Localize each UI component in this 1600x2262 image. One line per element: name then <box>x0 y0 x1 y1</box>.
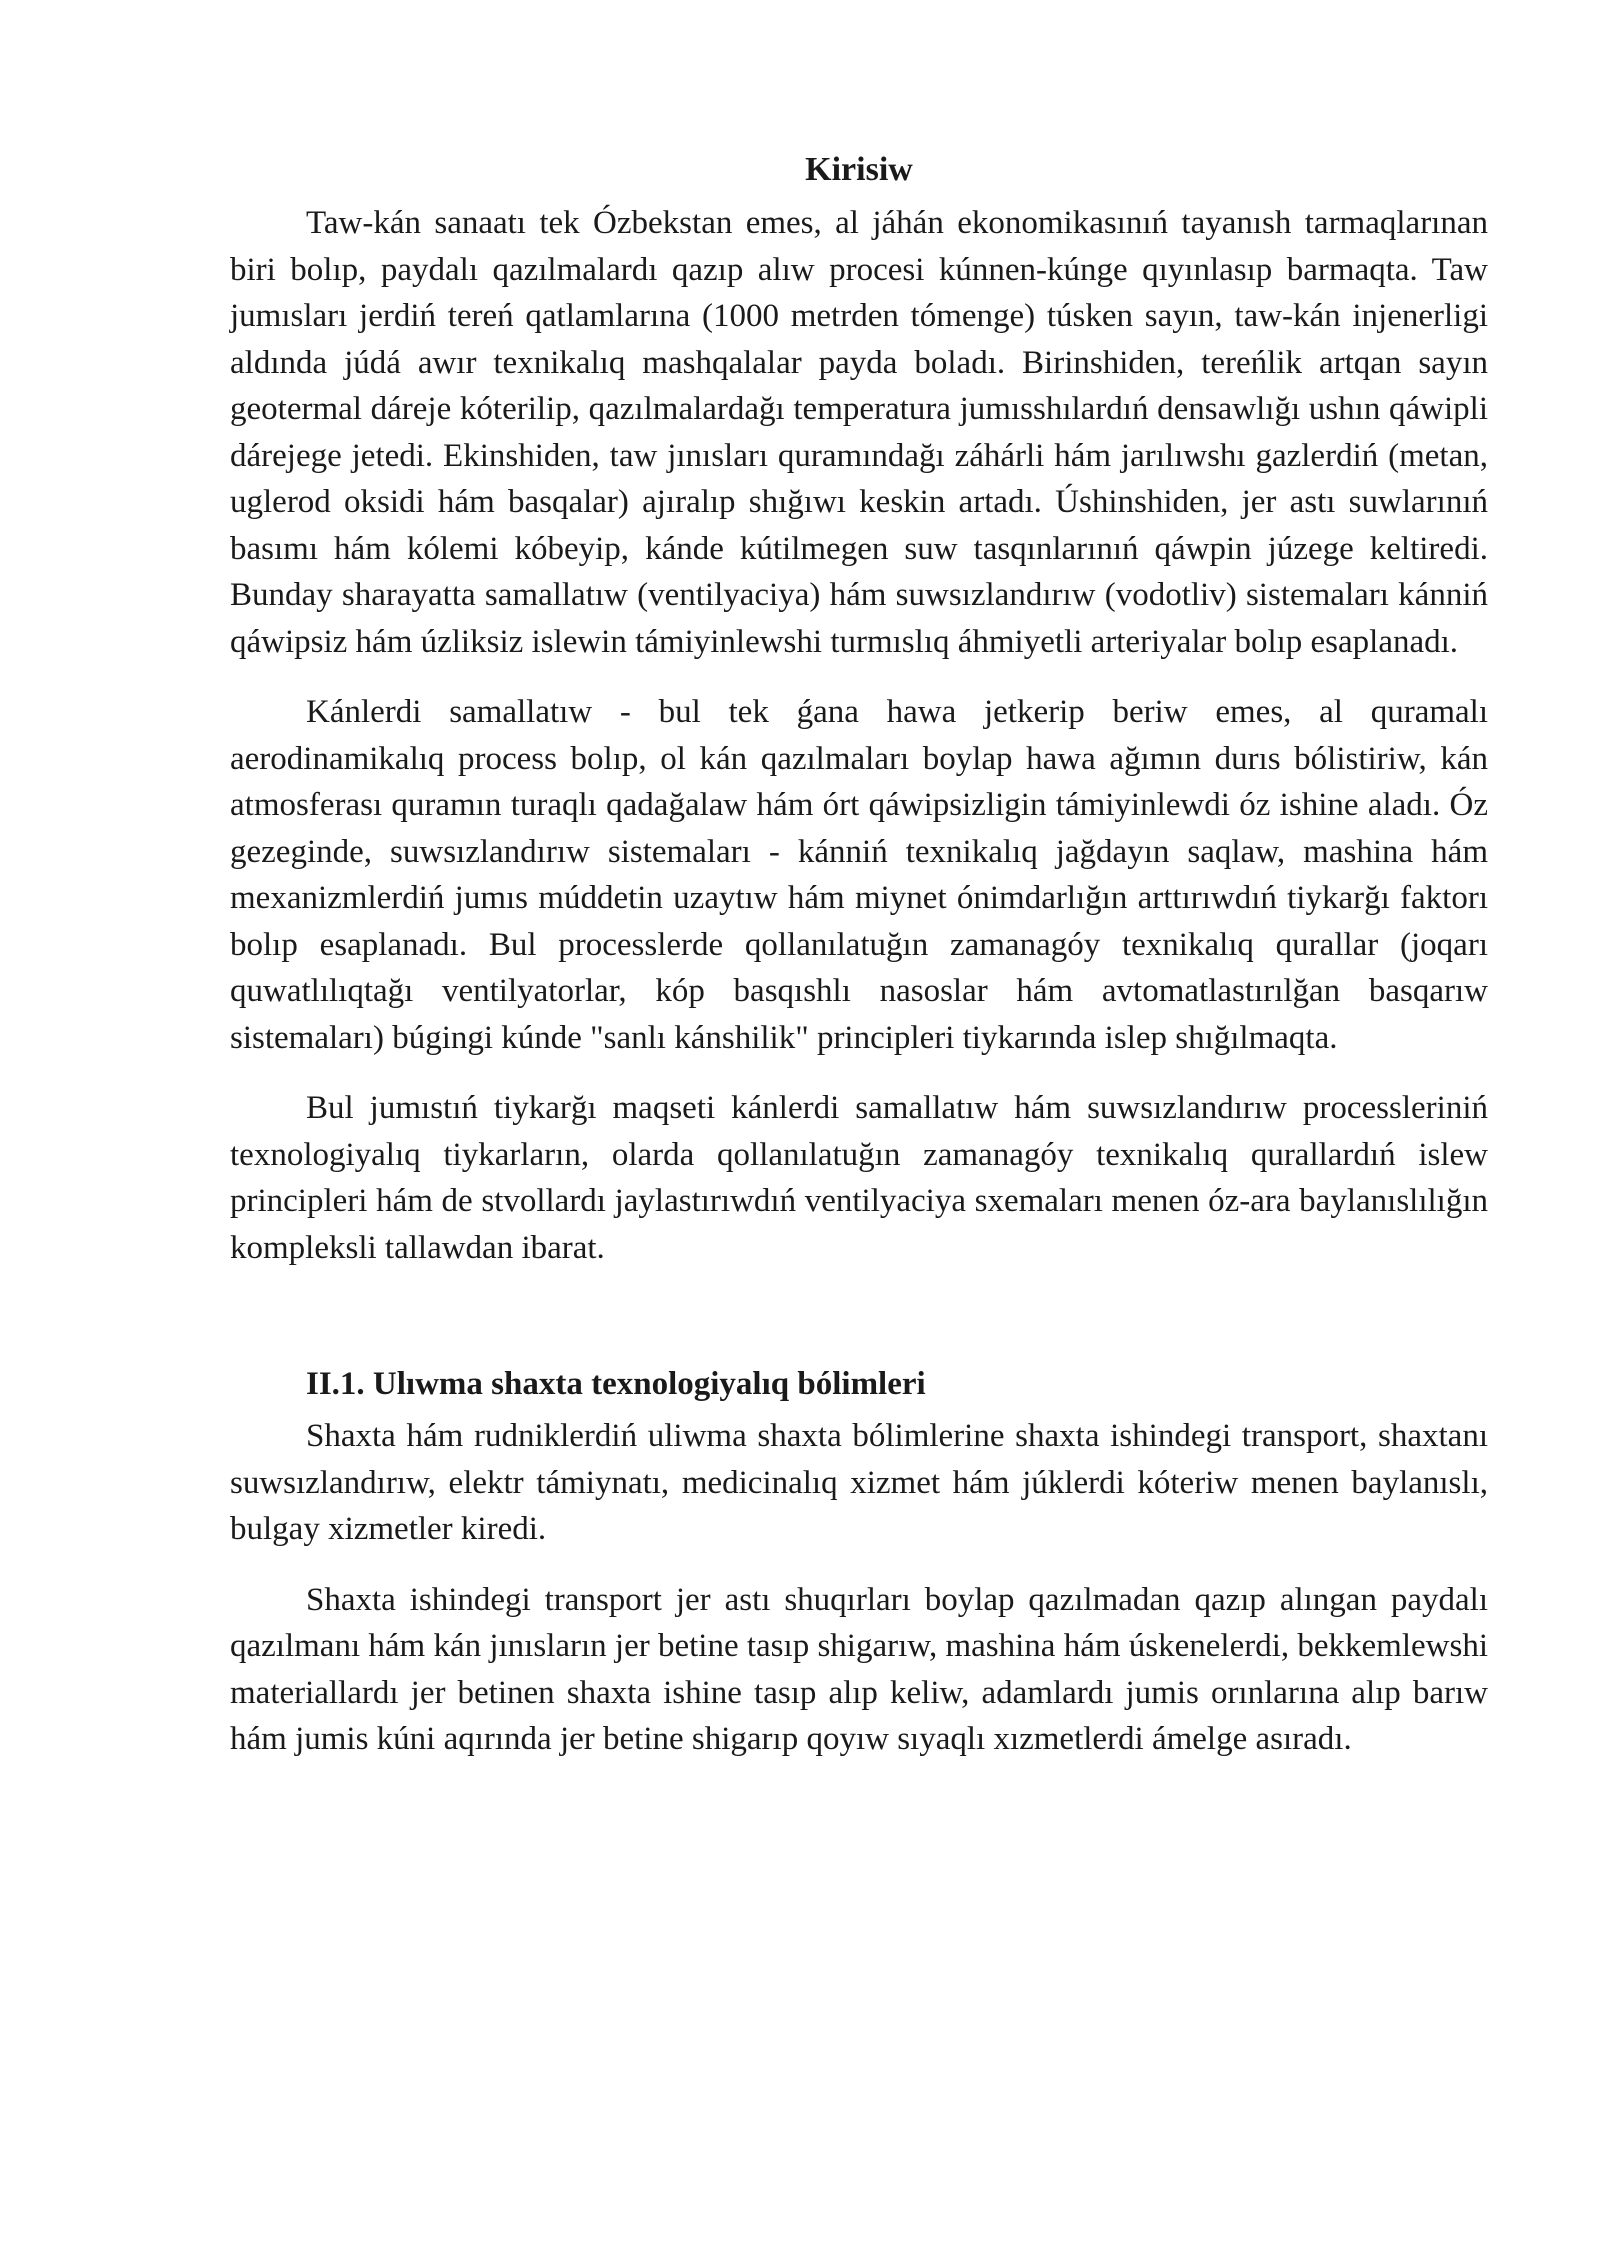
intro-paragraph-2: Kánlerdi samallatıw - bul tek ǵana hawa jetkerip beriw emes, al quramalı aerodinamikalıq process bolıp, ol kán qazılmaları boylap hawa ağımın durıs bólistiriw, kán atmosferası quramın turaqlı qadağalaw hám órt qáwipsizligin támiyinlewdi óz ishine aladı. Óz gezeginde, suwsızlandırıw sistemaları - kánniń texnikalıq jağdayın saqlaw, mashina hám mexanizmlerdiń jumıs múddetin uzaytıw hám miynet ónimdarlığın arttırıwdıń tiykarğı faktorı bolıp esaplanadı. Bul processlerde qollanılatuğın zamanagóy texnikalıq qurallar (joqarı quwatlılıqtağı ventilyatorlar, kóp basqıshlı nasoslar hám avtomatlastırılğan basqarıw sistemaları) búgingi kúnde "sanlı kánshilik" principleri tiykarında islep shığılmaqta. <box>230 694 1488 1056</box>
section-paragraph-1: Shaxta hám rudniklerdiń uliwma shaxta bólimlerine shaxta ishindegi transport, shaxtanı suwsızlandırıw, elektr támiynatı, medicinalıq xizmet hám júklerdi kóteriw menen baylanıslı, bulgay xizmetler kiredi. <box>230 1418 1488 1547</box>
intro-paragraph-1: Taw-kán sanaatı tek Ózbekstan emes, al jáhán ekonomikasınıń tayanısh tarmaqlarınan biri bolıp, paydalı qazılmalardı qazıp alıw procesi kúnnen-kúnge qıyınlasıp barmaqta. Taw jumısları jerdiń tereń qatlamlarına (1000 metrden tómenge) túsken sayın, taw-kán injenerligi aldında júdá awır texnikalıq mashqalalar payda boladı. Birinshiden, tereńlik artqan sayın geotermal dáreje kóterilip, qazılmalardağı temperatura jumısshılardıń densawlığı ushın qáwipli dárejege jetedi. Ekinshiden, taw jınısları quramındağı záhárli hám jarılıwshı gazlerdiń (metan, uglerod oksidi hám basqalar) ajıralıp shığıwı keskin artadı. Úshinshiden, jer astı suwlarınıń basımı hám kólemi kóbeyip, kánde kútilmegen suw tasqınlarınıń qáwpin júzege keltiredi. Bunday sharayatta samallatıw (ventilyaciya) hám suwsızlandırıw (vodotliv) sistemaları kánniń qáwipsiz hám úzliksiz islewin támiyinlewshi turmıslıq áhmiyetli arteriyalar bolıp esaplanadı. <box>230 205 1488 660</box>
document-page <box>230 150 1488 1787</box>
intro-paragraph-3: Bul jumıstıń tiykarğı maqseti kánlerdi samallatıw hám suwsızlandırıw processleriniń texnologiyalıq tiykarların, olarda qollanılatuğın zamanagóy texnikalıq qurallardıń islew principleri hám de stvollardı jaylastırıwdıń ventilyaciya sxemaları menen óz-ara baylanıslılığın kompleksli tallawdan ibarat. <box>230 1090 1488 1266</box>
section-heading: II.1. Ulıwma shaxta texnologiyalıq bólimleri <box>306 1366 926 1402</box>
section-paragraph-2: Shaxta ishindegi transport jer astı shuqırları boylap qazılmadan qazıp alıngan paydalı qazılmanı hám kán jınısların jer betine tasıp shigarıw, mashina hám úskenelerdi, bekkemlewshi materiallardı jer betinen shaxta ishine tasıp alıp keliw, adamlardı jumis orınlarına alıp barıw hám jumis kúni aqırında jer betine shigarıp qoyıw sıyaqlı xızmetlerdi ámelge asıradı. <box>230 1581 1488 1757</box>
document-title: Kirisiw <box>805 151 913 188</box>
